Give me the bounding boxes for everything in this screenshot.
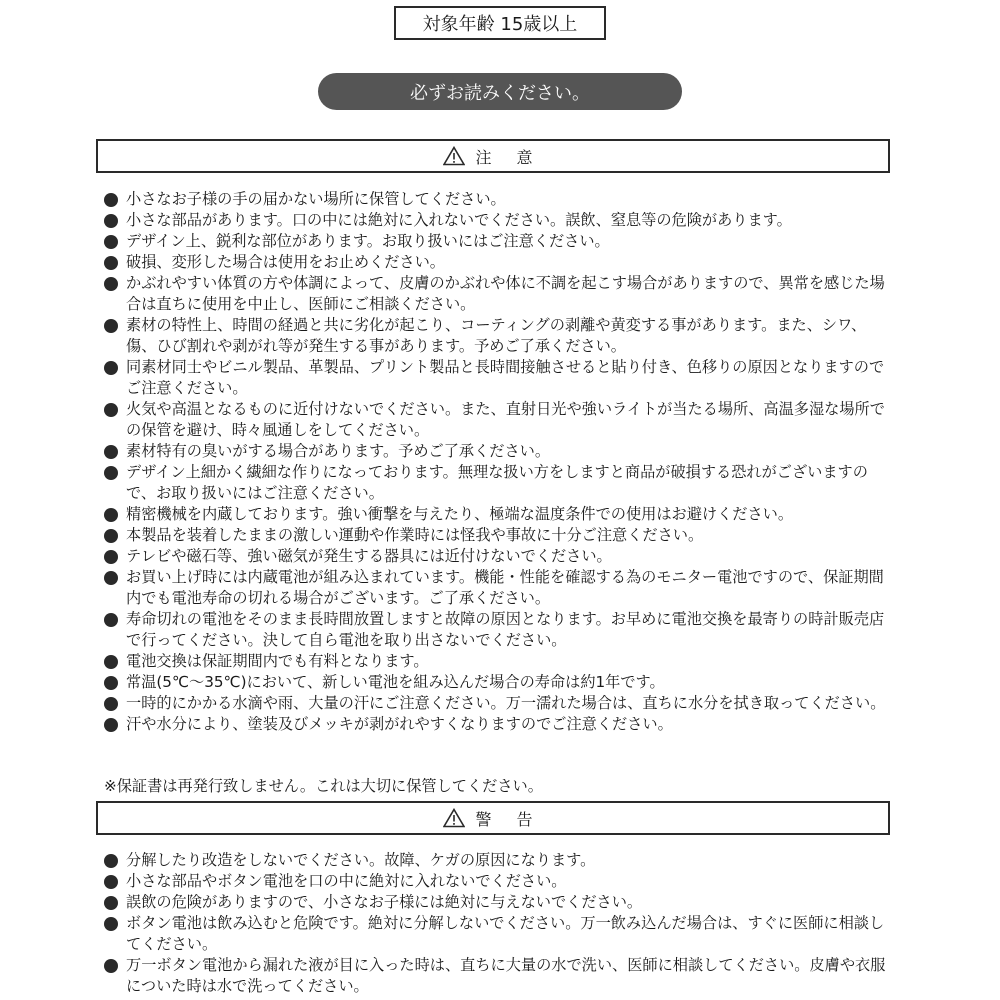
caution-item	[104, 399, 894, 441]
caution-item	[104, 672, 894, 693]
bullet-icon	[104, 277, 118, 291]
bullet-icon	[104, 466, 118, 480]
caution-item-text: お買い上げ時には内蔵電池が組み込まれています。機能・性能を確認する為のモニター電池ですので、保証期間内でも電池寿命の切れる場合がございます。ご了承ください。	[126, 568, 884, 607]
caution-item-text: 常温(5℃～35℃)において、新しい電池を組み込んだ場合の寿命は約1年です。	[126, 673, 665, 691]
warning-title: 警 告	[475, 809, 543, 829]
bullet-icon	[104, 550, 118, 564]
warning-triangle-icon	[443, 146, 465, 166]
caution-item-text: 同素材同士やビニル製品、革製品、プリント製品と長時間接触させると貼り付き、色移りの原因となりますのでご注意ください。	[126, 358, 885, 397]
bullet-icon	[104, 403, 118, 417]
caution-item	[104, 189, 894, 210]
caution-item	[104, 714, 894, 735]
warning-header	[96, 801, 890, 835]
bullet-icon	[104, 508, 118, 522]
caution-item-text: 電池交換は保証期間内でも有料となります。	[126, 652, 429, 670]
caution-item-text: 本製品を装着したままの激しい運動や作業時には怪我や事故に十分ご注意ください。	[126, 526, 704, 544]
bullet-icon	[104, 361, 118, 375]
bullet-icon	[104, 571, 118, 585]
warning-item	[104, 955, 894, 997]
bullet-icon	[104, 193, 118, 207]
bullet-icon	[104, 214, 118, 228]
bullet-icon	[104, 529, 118, 543]
caution-header	[96, 139, 890, 173]
caution-item	[104, 441, 894, 462]
age-notice-text: 対象年齢 15歳以上	[422, 14, 578, 35]
warning-triangle-icon	[443, 808, 465, 828]
bullet-icon	[104, 959, 118, 973]
caution-item-text: 精密機械を内蔵しております。強い衝撃を与えたり、極端な温度条件での使用はお避けください。	[126, 505, 794, 523]
warning-list	[104, 850, 894, 997]
warning-item-text: ボタン電池は飲み込むと危険です。絶対に分解しないでください。万一飲み込んだ場合は、すぐに医師に相談してください。	[126, 914, 885, 953]
caution-item	[104, 546, 894, 567]
caution-item	[104, 273, 894, 315]
caution-item	[104, 651, 894, 672]
caution-item-text: 小さなお子様の手の届かない場所に保管してください。	[126, 190, 506, 208]
caution-item	[104, 315, 894, 357]
age-notice	[394, 6, 606, 40]
caution-item-text: 一時的にかかる水滴や雨、大量の汗にご注意ください。万一濡れた場合は、直ちに水分を拭き取ってください。	[126, 694, 886, 712]
bullet-icon	[104, 676, 118, 690]
caution-item-text: 火気や高温となるものに近付けないでください。また、直射日光や強いライトが当たる場所、高温多湿な場所での保管を避け、時々風通しをしてください。	[126, 400, 885, 439]
warning-item-text: 万一ボタン電池から漏れた液が目に入った時は、直ちに大量の水で洗い、医師に相談してください。皮膚や衣服についた時は水で洗ってください。	[126, 956, 886, 995]
caution-item	[104, 504, 894, 525]
caution-item-text: 素材の特性上、時間の経過と共に劣化が起こり、コーティングの剥離や黄変する事があります。また、シワ、傷、ひび割れや剥がれ等が発生する事があります。予めご了承ください。	[126, 316, 867, 355]
bullet-icon	[104, 319, 118, 333]
bullet-icon	[104, 256, 118, 270]
warning-item	[104, 913, 894, 955]
caution-item	[104, 693, 894, 714]
warranty-note: ※保証書は再発行致しません。これは大切に保管してください。	[104, 777, 543, 795]
bullet-icon	[104, 718, 118, 732]
caution-item	[104, 252, 894, 273]
caution-item	[104, 567, 894, 609]
caution-item	[104, 231, 894, 252]
caution-item-text: デザイン上細かく繊細な作りになっております。無理な扱い方をしますと商品が破損する恐れがございますので、お取り扱いにはご注意ください。	[126, 463, 868, 502]
bullet-icon	[104, 445, 118, 459]
caution-item-text: かぶれやすい体質の方や体調によって、皮膚のかぶれや体に不調を起こす場合がありますので、異常を感じた場合は直ちに使用を中止し、医師にご相談ください。	[126, 274, 885, 313]
warning-item-text: 誤飲の危険がありますので、小さなお子様には絶対に与えないでください。	[126, 893, 643, 911]
read-banner-text: 必ずお読みください。	[410, 82, 590, 104]
caution-item-text: テレビや磁石等、強い磁気が発生する器具には近付けないでください。	[126, 547, 612, 565]
caution-item	[104, 210, 894, 231]
caution-item-text: 汗や水分により、塗装及びメッキが剥がれやすくなりますのでご注意ください。	[126, 715, 673, 733]
caution-item-text: 寿命切れの電池をそのまま長時間放置しますと故障の原因となります。お早めに電池交換を最寄りの時計販売店で行ってください。決して自ら電池を取り出さないでください。	[126, 610, 885, 649]
warning-item	[104, 871, 894, 892]
caution-item-text: デザイン上、鋭利な部位があります。お取り扱いにはご注意ください。	[126, 232, 610, 250]
read-banner	[318, 73, 682, 110]
caution-item-text: 破損、変形した場合は使用をお止めください。	[126, 253, 445, 271]
bullet-icon	[104, 613, 118, 627]
caution-item	[104, 357, 894, 399]
bullet-icon	[104, 854, 118, 868]
warning-item	[104, 850, 894, 871]
warning-item-text: 小さな部品やボタン電池を口の中に絶対に入れないでください。	[126, 872, 567, 890]
warning-item	[104, 892, 894, 913]
caution-title: 注 意	[475, 147, 543, 167]
caution-item	[104, 525, 894, 546]
caution-item-text: 素材特有の臭いがする場合があります。予めご了承ください。	[126, 442, 551, 460]
caution-item	[104, 609, 894, 651]
warning-item-text: 分解したり改造をしないでください。故障、ケガの原因になります。	[126, 851, 596, 869]
bullet-icon	[104, 655, 118, 669]
caution-list	[104, 189, 894, 735]
bullet-icon	[104, 896, 118, 910]
bullet-icon	[104, 917, 118, 931]
bullet-icon	[104, 697, 118, 711]
caution-item-text: 小さな部品があります。口の中には絶対に入れないでください。誤飲、窒息等の危険があります。	[126, 211, 792, 229]
bullet-icon	[104, 235, 118, 249]
caution-item	[104, 462, 894, 504]
bullet-icon	[104, 875, 118, 889]
